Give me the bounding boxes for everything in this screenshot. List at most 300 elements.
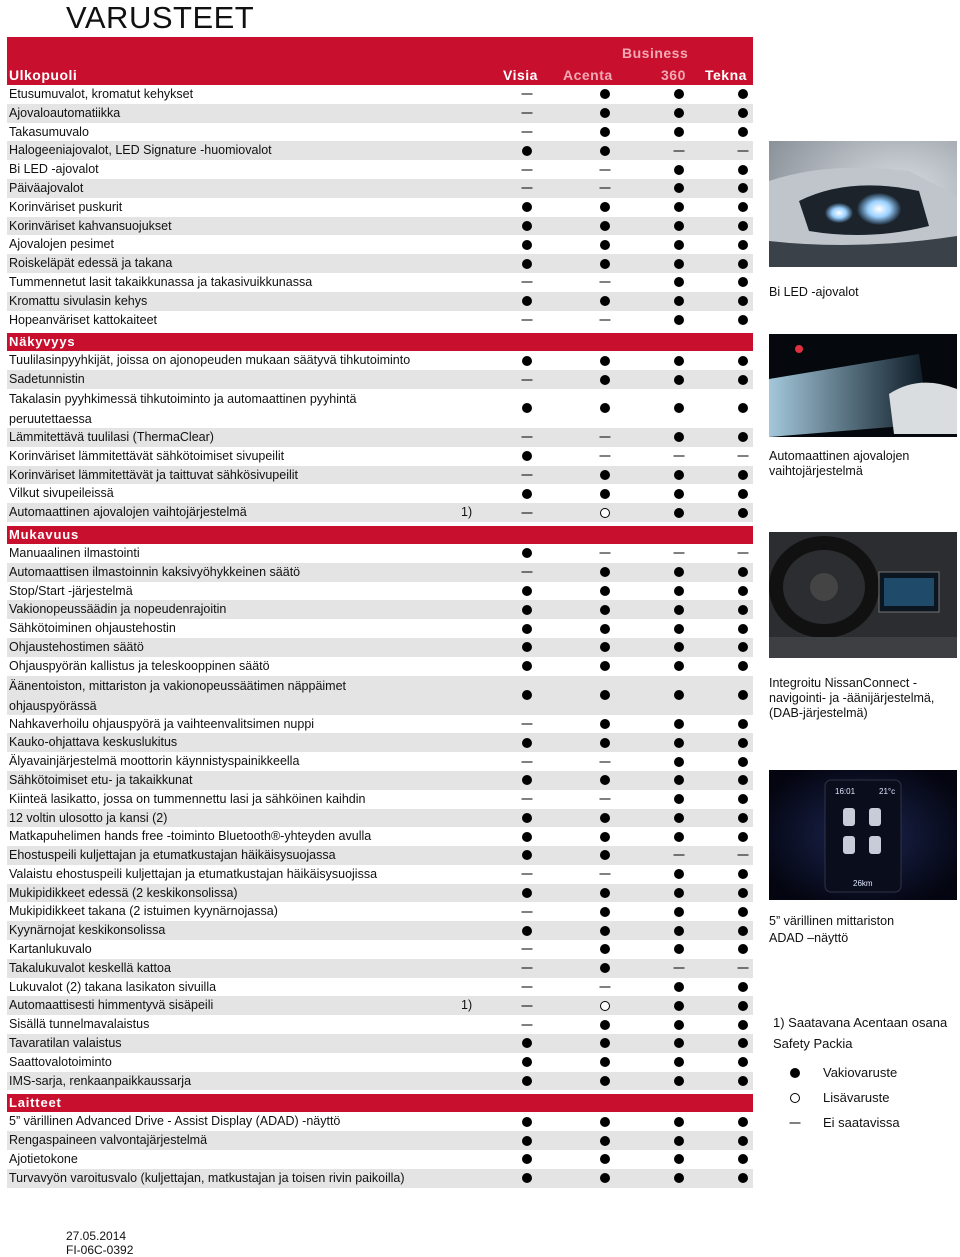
row-label: Stop/Start -järjestelmä <box>9 583 133 598</box>
standard-dot-icon <box>738 757 748 767</box>
table-row <box>7 1169 753 1188</box>
column-header-acenta: Acenta <box>563 67 613 83</box>
row-label: Korinväriset lämmitettävät sähkötoimiset sivupeilit <box>9 448 285 463</box>
standard-dot-icon <box>738 661 748 671</box>
standard-dot-icon <box>674 470 684 480</box>
standard-dot-icon <box>738 586 748 596</box>
standard-dot-icon <box>674 661 684 671</box>
table-row <box>7 1072 753 1091</box>
standard-dot-icon <box>738 127 748 137</box>
standard-dot-icon <box>674 375 684 385</box>
standard-dot-icon <box>600 813 610 823</box>
section-title: Laitteet <box>9 1095 62 1111</box>
not-available-dash-icon <box>522 282 533 283</box>
auto-headlight-caption: Automaattinen ajovalojen vaihtojärjestelmä <box>769 449 910 478</box>
standard-dot-icon <box>674 907 684 917</box>
standard-dot-icon <box>600 719 610 729</box>
standard-dot-icon <box>522 850 532 860</box>
section-header <box>7 526 753 544</box>
row-label: Ohjaustehostimen säätö <box>9 639 144 654</box>
row-label: Nahkaverhoilu ohjauspyörä ja vaihteenvalitsimen nuppi <box>9 716 315 731</box>
standard-dot-icon <box>674 1057 684 1067</box>
equipment-table <box>7 37 753 1188</box>
standard-dot-icon <box>600 489 610 499</box>
table-row <box>7 846 753 865</box>
standard-dot-icon <box>522 1154 532 1164</box>
table-row <box>7 809 753 828</box>
page-title: VARUSTEET <box>66 0 255 35</box>
row-label: Lukuvalot (2) takana lasikaton sivuilla <box>9 979 217 994</box>
standard-dot-icon <box>674 1136 684 1146</box>
row-label: Päiväajovalot <box>9 180 84 195</box>
not-available-dash-icon <box>522 94 533 95</box>
row-label: Automaattisesti himmentyvä sisäpeili <box>9 998 214 1013</box>
row-label: Takalukuvalot keskellä kattoa <box>9 960 171 975</box>
row-label: Manuaalinen ilmastointi <box>9 545 140 560</box>
standard-dot-icon <box>738 240 748 250</box>
standard-dot-icon <box>600 624 610 634</box>
table-row <box>7 179 753 198</box>
cluster-time: 16:01 <box>835 787 856 796</box>
table-row <box>7 959 753 978</box>
not-available-dash-icon <box>600 188 611 189</box>
standard-dot-icon <box>738 432 748 442</box>
standard-dot-icon <box>600 1136 610 1146</box>
row-label: Sähkötoiminen ohjaustehostin <box>9 621 176 636</box>
table-row <box>7 733 753 752</box>
row-label: Matkapuhelimen hands free -toiminto Bluetooth®-yhteyden avulla <box>9 829 372 844</box>
table-row <box>7 902 753 921</box>
table-row <box>7 884 753 903</box>
standard-dot-icon <box>522 813 532 823</box>
not-available-dash-icon <box>738 553 749 554</box>
column-header-visia: Visia <box>503 67 538 83</box>
row-label: Sadetunnistin <box>9 372 85 387</box>
not-available-dash-icon <box>600 799 611 800</box>
standard-dot-icon <box>738 605 748 615</box>
standard-dot-icon <box>674 624 684 634</box>
row-label: Takalasin pyyhkimessä tihkutoiminto ja automaattinen pyyhintä peruutettaessa <box>9 391 357 426</box>
standard-dot-icon <box>600 661 610 671</box>
not-available-dash-icon <box>600 319 611 320</box>
table-row <box>7 1131 753 1150</box>
table-row <box>7 638 753 657</box>
standard-dot-icon <box>738 690 748 700</box>
section-header <box>7 333 753 351</box>
row-label: Vakionopeussäädin ja nopeudenrajoitin <box>9 602 227 617</box>
standard-dot-icon <box>600 146 610 156</box>
table-row <box>7 466 753 485</box>
standard-dot-icon <box>522 586 532 596</box>
not-available-dash-icon <box>674 968 685 969</box>
table-row <box>7 389 753 428</box>
standard-dot-icon <box>674 719 684 729</box>
not-available-dash-icon <box>600 437 611 438</box>
standard-dot-icon <box>738 794 748 804</box>
table-row <box>7 447 753 466</box>
not-available-dash-icon <box>522 723 533 724</box>
not-available-dash-icon <box>522 572 533 573</box>
standard-dot-icon <box>738 1154 748 1164</box>
standard-dot-icon <box>738 1020 748 1030</box>
table-row <box>7 544 753 563</box>
standard-dot-icon <box>522 1038 532 1048</box>
standard-dot-icon <box>674 356 684 366</box>
standard-dot-icon <box>522 1117 532 1127</box>
standard-dot-icon <box>738 403 748 413</box>
table-row <box>7 676 753 715</box>
table-row <box>7 85 753 104</box>
standard-dot-icon <box>600 775 610 785</box>
standard-dot-icon <box>674 296 684 306</box>
standard-dot-icon <box>738 356 748 366</box>
standard-dot-icon <box>738 375 748 385</box>
standard-dot-icon <box>522 605 532 615</box>
row-label: Turvavyön varoitusvalo (kuljettajan, matkustajan ja toisen rivin paikoilla) <box>9 1170 405 1185</box>
table-row <box>7 104 753 123</box>
table-row <box>7 827 753 846</box>
footnote-line2: Safety Packia <box>773 1036 853 1051</box>
standard-dot-icon <box>674 567 684 577</box>
column-header-360: 360 <box>661 67 686 83</box>
standard-dot-icon <box>674 432 684 442</box>
row-label: Äänentoiston, mittariston ja vakionopeussäätimen näppäimet ohjauspyörässä <box>9 678 347 713</box>
standard-dot-icon <box>674 605 684 615</box>
table-row <box>7 254 753 273</box>
standard-dot-icon <box>738 869 748 879</box>
standard-dot-icon <box>522 403 532 413</box>
standard-dot-icon <box>738 508 748 518</box>
standard-dot-icon <box>674 982 684 992</box>
row-label: Ajotietokone <box>9 1152 78 1167</box>
standard-dot-icon <box>674 690 684 700</box>
not-available-dash-icon <box>522 968 533 969</box>
not-available-dash-icon <box>674 553 685 554</box>
standard-dot-icon <box>600 1076 610 1086</box>
row-label: Ehostuspeili kuljettajan ja etumatkustajan häikäisysuojassa <box>9 848 336 863</box>
standard-dot-icon <box>600 89 610 99</box>
standard-dot-icon <box>600 240 610 250</box>
standard-dot-icon <box>600 605 610 615</box>
table-row <box>7 657 753 676</box>
standard-dot-icon <box>674 775 684 785</box>
not-available-dash-icon <box>522 987 533 988</box>
not-available-dash-icon <box>738 968 749 969</box>
not-available-dash-icon <box>738 150 749 151</box>
row-label: Hopeanväriset kattokaiteet <box>9 312 158 327</box>
row-label: Valaistu ehostuspeili kuljettajan ja etumatkustajan häikäisysuojissa <box>9 866 378 881</box>
not-available-dash-icon <box>522 761 533 762</box>
table-row <box>7 484 753 503</box>
row-label: Kiinteä lasikatto, jossa on tummennettu lasi ja sähköinen kaihdin <box>9 791 366 806</box>
standard-dot-icon <box>600 642 610 652</box>
standard-dot-icon <box>674 869 684 879</box>
table-row <box>7 235 753 254</box>
legend-label: Vakiovaruste <box>823 1065 898 1080</box>
standard-dot-icon <box>522 926 532 936</box>
bi-led-headlight-photo <box>769 141 957 267</box>
table-row <box>7 428 753 447</box>
not-available-dash-icon <box>522 169 533 170</box>
footnote-line1: 1) Saatavana Acentaan osana <box>773 1015 948 1030</box>
standard-dot-icon <box>600 586 610 596</box>
standard-dot-icon <box>522 690 532 700</box>
standard-dot-icon <box>674 813 684 823</box>
legend-label: Lisävaruste <box>823 1090 890 1105</box>
standard-dot-icon <box>522 202 532 212</box>
table-row <box>7 123 753 142</box>
section-header <box>7 1094 753 1112</box>
not-available-dash-icon <box>600 987 611 988</box>
not-available-dash-icon <box>522 1024 533 1025</box>
row-label: Ohjauspyörän kallistus ja teleskooppinen säätö <box>9 658 270 673</box>
not-available-dash-icon <box>522 512 533 513</box>
not-available-dash-icon <box>522 113 533 114</box>
standard-dot-icon <box>738 832 748 842</box>
standard-dot-icon <box>600 567 610 577</box>
row-label: Lämmitettävä tuulilasi (ThermaClear) <box>9 429 214 444</box>
adad-cluster-photo <box>769 770 957 900</box>
standard-dot-icon <box>600 356 610 366</box>
standard-dot-icon <box>600 1117 610 1127</box>
standard-dot-icon <box>674 586 684 596</box>
standard-dot-icon <box>738 944 748 954</box>
not-available-dash-icon <box>522 874 533 875</box>
table-row <box>7 292 753 311</box>
table-row <box>7 351 753 370</box>
standard-dot-icon <box>600 221 610 231</box>
standard-dot-icon <box>674 832 684 842</box>
row-label: Tuulilasinpyyhkijät, joissa on ajonopeuden mukaan säätyvä tihkutoiminto <box>9 353 411 368</box>
standard-dot-icon <box>738 567 748 577</box>
standard-dot-icon <box>738 165 748 175</box>
standard-dot-icon <box>674 1001 684 1011</box>
row-label: Saattovalotoiminto <box>9 1054 112 1069</box>
standard-dot-icon <box>522 642 532 652</box>
standard-dot-icon <box>738 813 748 823</box>
row-label: Sisällä tunnelmavalaistus <box>9 1017 150 1032</box>
standard-dot-icon <box>600 1154 610 1164</box>
standard-dot-icon <box>674 277 684 287</box>
table-row <box>7 715 753 734</box>
not-available-dash-icon <box>600 169 611 170</box>
table-row <box>7 160 753 179</box>
nissanconnect-interior-photo <box>769 532 957 658</box>
standard-dot-icon <box>674 944 684 954</box>
standard-dot-icon <box>522 1076 532 1086</box>
footer-date: 27.05.2014 <box>66 1229 127 1243</box>
standard-dot-icon <box>738 489 748 499</box>
standard-dot-icon <box>738 296 748 306</box>
standard-dot-icon <box>738 202 748 212</box>
standard-dot-icon <box>674 1076 684 1086</box>
standard-dot-icon <box>738 719 748 729</box>
standard-dot-icon <box>600 296 610 306</box>
standard-dot-icon <box>674 127 684 137</box>
section-title: Näkyvyys <box>9 334 76 350</box>
footnote-ref: 1) <box>461 505 473 520</box>
row-label: Kauko-ohjattava keskuslukitus <box>9 735 178 750</box>
column-header-tekna: Tekna <box>705 67 747 83</box>
standard-dot-icon <box>674 259 684 269</box>
not-available-dash-icon <box>522 319 533 320</box>
standard-dot-icon <box>738 315 748 325</box>
row-label: Korinväriset puskurit <box>9 199 123 214</box>
standard-dot-icon <box>600 403 610 413</box>
cluster-temp: 21°c <box>879 787 896 796</box>
row-label: Kromattu sivulasin kehys <box>9 293 148 308</box>
section-title: Mukavuus <box>9 526 79 542</box>
table-row <box>7 1015 753 1034</box>
row-label: Tummennetut lasit takaikkunassa ja takasivuikkunassa <box>9 274 313 289</box>
table-row <box>7 771 753 790</box>
standard-dot-icon <box>674 315 684 325</box>
standard-dot-icon <box>600 1020 610 1030</box>
standard-dot-icon <box>522 661 532 671</box>
table-row <box>7 996 753 1015</box>
table-row <box>7 1150 753 1169</box>
table-row <box>7 217 753 236</box>
standard-dot-icon <box>674 738 684 748</box>
standard-dot-icon <box>674 165 684 175</box>
row-label: Mukipidikkeet edessä (2 keskikonsolissa) <box>9 885 238 900</box>
legend-label: Ei saatavissa <box>823 1115 900 1130</box>
not-available-dash-icon <box>738 855 749 856</box>
standard-dot-icon <box>674 888 684 898</box>
not-available-dash-icon <box>522 474 533 475</box>
row-label: Ajovalojen pesimet <box>9 237 114 252</box>
not-available-dash-icon <box>674 456 685 457</box>
standard-dot-icon <box>600 963 610 973</box>
standard-dot-icon <box>674 202 684 212</box>
standard-dot-icon <box>674 403 684 413</box>
standard-dot-icon <box>738 108 748 118</box>
standard-dot-icon <box>600 888 610 898</box>
standard-dot-icon <box>738 907 748 917</box>
standard-dot-icon <box>522 738 532 748</box>
standard-dot-icon <box>674 508 684 518</box>
row-label: Kartanlukuvalo <box>9 942 92 957</box>
table-row <box>7 311 753 330</box>
row-label: Älyavainjärjestelmä moottorin käynnistyspainikkeella <box>9 754 300 769</box>
not-available-dash-icon <box>522 1005 533 1006</box>
table-row <box>7 370 753 389</box>
row-label: Ajovaloautomatiikka <box>9 105 121 120</box>
row-label: Automaattisen ilmastoinnin kaksivyöhykkeinen säätö <box>9 564 301 579</box>
table-row <box>7 273 753 292</box>
table-row <box>7 1112 753 1131</box>
not-available-dash-icon <box>600 761 611 762</box>
not-available-dash-icon <box>674 855 685 856</box>
footer-code: FI-06C-0392 <box>66 1243 134 1257</box>
row-label: IMS-sarja, renkaanpaikkaussarja <box>9 1073 192 1088</box>
standard-dot-icon <box>738 470 748 480</box>
standard-dot-icon <box>674 1117 684 1127</box>
not-available-dash-icon <box>522 799 533 800</box>
standard-dot-icon <box>674 1020 684 1030</box>
standard-dot-icon <box>522 1057 532 1067</box>
standard-dot-icon <box>738 89 748 99</box>
standard-dot-icon <box>674 221 684 231</box>
standard-dot-icon <box>738 1057 748 1067</box>
standard-dot-icon <box>674 108 684 118</box>
standard-dot-icon <box>600 259 610 269</box>
row-label: Roiskeläpät edessä ja takana <box>9 256 173 271</box>
row-label: Automaattinen ajovalojen vaihtojärjestelmä <box>9 505 247 520</box>
standard-dot-icon <box>738 926 748 936</box>
standard-dot-icon <box>600 832 610 842</box>
not-available-dash-icon <box>600 282 611 283</box>
optional-ring-icon <box>600 1001 610 1011</box>
standard-dot-icon <box>522 240 532 250</box>
row-label: Halogeeniajovalot, LED Signature -huomiovalot <box>9 143 272 158</box>
standard-dot-icon <box>738 1001 748 1011</box>
table-row <box>7 921 753 940</box>
row-label: Tavaratilan valaistus <box>9 1036 122 1051</box>
standard-dot-icon <box>522 1136 532 1146</box>
row-label: Sähkötoimiset etu- ja takaikkunat <box>9 772 193 787</box>
table-row <box>7 563 753 582</box>
standard-dot-icon <box>522 888 532 898</box>
table-header <box>7 37 753 85</box>
table-row <box>7 582 753 601</box>
adad-caption-line1: 5” värillinen mittariston <box>769 914 895 928</box>
standard-dot-icon <box>600 1038 610 1048</box>
standard-dot-icon <box>738 1136 748 1146</box>
standard-dot-icon <box>600 470 610 480</box>
adad-caption-line2: ADAD –näyttö <box>769 931 849 945</box>
table-row <box>7 790 753 809</box>
standard-dot-icon <box>674 642 684 652</box>
standard-dot-icon <box>674 183 684 193</box>
standard-dot-icon <box>674 1154 684 1164</box>
standard-dot-icon <box>738 1038 748 1048</box>
not-available-dash-icon <box>522 949 533 950</box>
standard-dot-icon <box>738 775 748 785</box>
standard-dot-icon <box>522 832 532 842</box>
table-row <box>7 198 753 217</box>
standard-dot-icon <box>738 183 748 193</box>
not-available-dash-icon <box>674 150 685 151</box>
row-label: Bi LED -ajovalot <box>9 162 99 177</box>
standard-dot-icon <box>738 259 748 269</box>
standard-dot-icon <box>522 775 532 785</box>
standard-dot-icon <box>522 146 532 156</box>
not-available-dash-icon <box>600 456 611 457</box>
standard-dot-icon <box>738 1173 748 1183</box>
table-row <box>7 600 753 619</box>
standard-dot-icon <box>522 1173 532 1183</box>
standard-dot-icon <box>522 489 532 499</box>
row-label: Etusumuvalot, kromatut kehykset <box>9 87 194 101</box>
not-available-dash-icon <box>522 911 533 912</box>
table-row <box>7 503 753 522</box>
column-group-business: Business <box>622 45 689 61</box>
standard-dot-icon <box>738 221 748 231</box>
standard-dot-icon <box>674 489 684 499</box>
not-available-dash-icon <box>522 437 533 438</box>
legend-dot-icon <box>790 1068 800 1078</box>
standard-dot-icon <box>600 1057 610 1067</box>
table-row <box>7 141 753 160</box>
standard-dot-icon <box>738 1076 748 1086</box>
row-label: Mukipidikkeet takana (2 istuimen kyynärnojassa) <box>9 904 278 919</box>
standard-dot-icon <box>738 277 748 287</box>
not-available-dash-icon <box>600 553 611 554</box>
not-available-dash-icon <box>522 188 533 189</box>
not-available-dash-icon <box>522 379 533 380</box>
standard-dot-icon <box>674 1173 684 1183</box>
